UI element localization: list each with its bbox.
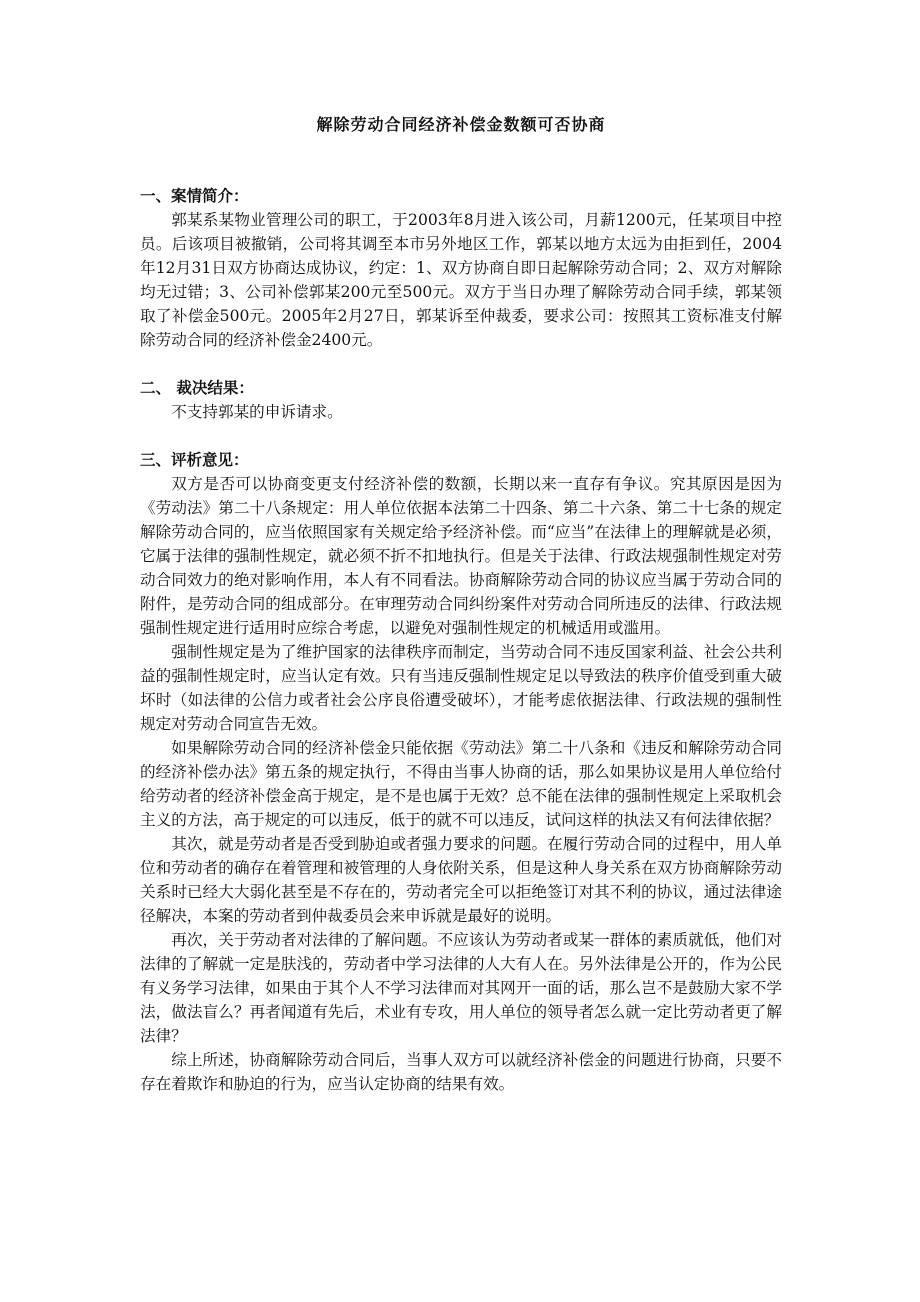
paragraph: 不支持郭某的申诉请求。 bbox=[171, 403, 343, 421]
paragraph: 双方是否可以协商变更支付经济补偿的数额，长期以来一直存有争议。究其原因是因为《劳动法》第二十八条规定：用人单位依据本法第二十四条、第二十六条、第二十七条的规定解除劳动合同的，应当依照国家有关规定给予经济补偿。而“应当”在法律上的理解就是必须，它属于法律的强制性规定，就必须不折不扣地执行。但是关于法律、行政法规强制性规定对劳动合同效力的绝对影响作用，本人有不同看法。协商解除劳动合同的协议应当属于劳动合同的附件，是劳动合同的组成部分。在审理劳动合同纠纷案件对劳动合同所违反的法律、行政法规强制性规定进行适用时应综合考虑，以避免对强制性规定的机械适用或滥用。 bbox=[140, 475, 782, 637]
section-heading: 三、评析意见： bbox=[140, 451, 249, 469]
paragraph: 强制性规定是为了维护国家的法律秩序而制定，当劳动合同不违反国家利益、社会公共利益的强制性规定时，应当认定有效。只有当违反强制性规定足以导致法的秩序价值受到重大破坏时（如法律的公信力或者社会公序良俗遭受破坏），才能考虑依据法律、行政法规的强制性规定对劳动合同宣告无效。 bbox=[140, 643, 782, 733]
section-analysis bbox=[140, 448, 782, 1096]
document-title: 解除劳动合同经济补偿金数额可否协商 bbox=[316, 115, 606, 134]
section-heading: 二、 裁决结果： bbox=[140, 379, 254, 397]
paragraph: 郭某系某物业管理公司的职工，于2003年8月进入该公司，月薪1200元，任某项目中控员。后该项目被撤销，公司将其调至本市另外地区工作，郭某以地方太远为由拒到任，2004年12月31日双方协商达成协议，约定：1、双方协商自即日起解除劳动合同；2、双方对解除均无过错；3、公司补偿郭某200元至500元。双方于当日办理了解除劳动合同手续，郭某领取了补偿金500元。2005年2月27日，郭某诉至仲裁委，要求公司：按照其工资标准支付解除劳动合同的经济补偿金2400元。 bbox=[140, 211, 782, 349]
document-page bbox=[140, 112, 782, 1120]
section-ruling bbox=[140, 376, 782, 424]
paragraph: 如果解除劳动合同的经济补偿金只能依据《劳动法》第二十八条和《违反和解除劳动合同的经济补偿办法》第五条的规定执行，不得由当事人协商的话，那么如果协议是用人单位给付给劳动者的经济补偿金高于规定，是不是也属于无效？总不能在法律的强制性规定上采取机会主义的方法，高于规定的可以违反，低于的就不可以违反，试问这样的执法又有何法律依据？ bbox=[140, 739, 782, 829]
paragraph: 其次，就是劳动者是否受到胁迫或者强力要求的问题。在履行劳动合同的过程中，用人单位和劳动者的确存在着管理和被管理的人身依附关系，但是这种人身关系在双方协商解除劳动关系时已经大大弱化甚至是不存在的，劳动者完全可以拒绝签订对其不利的协议，通过法律途径解决，本案的劳动者到仲裁委员会来申诉就是最好的说明。 bbox=[140, 835, 782, 925]
paragraph: 再次，关于劳动者对法律的了解问题。不应该认为劳动者或某一群体的素质就低，他们对法律的了解就一定是肤浅的，劳动者中学习法律的人大有人在。另外法律是公开的，作为公民有义务学习法律，如果由于其个人不学习法律而对其网开一面的话，那么岂不是鼓励大家不学法，做法盲么？再者闻道有先后，术业有专攻，用人单位的领导者怎么就一定比劳动者更了解法律？ bbox=[140, 931, 782, 1045]
section-case-summary bbox=[140, 184, 782, 352]
paragraph: 综上所述，协商解除劳动合同后，当事人双方可以就经济补偿金的问题进行协商，只要不存在着欺诈和胁迫的行为，应当认定协商的结果有效。 bbox=[140, 1051, 782, 1093]
section-heading: 一、案情简介： bbox=[140, 187, 249, 205]
